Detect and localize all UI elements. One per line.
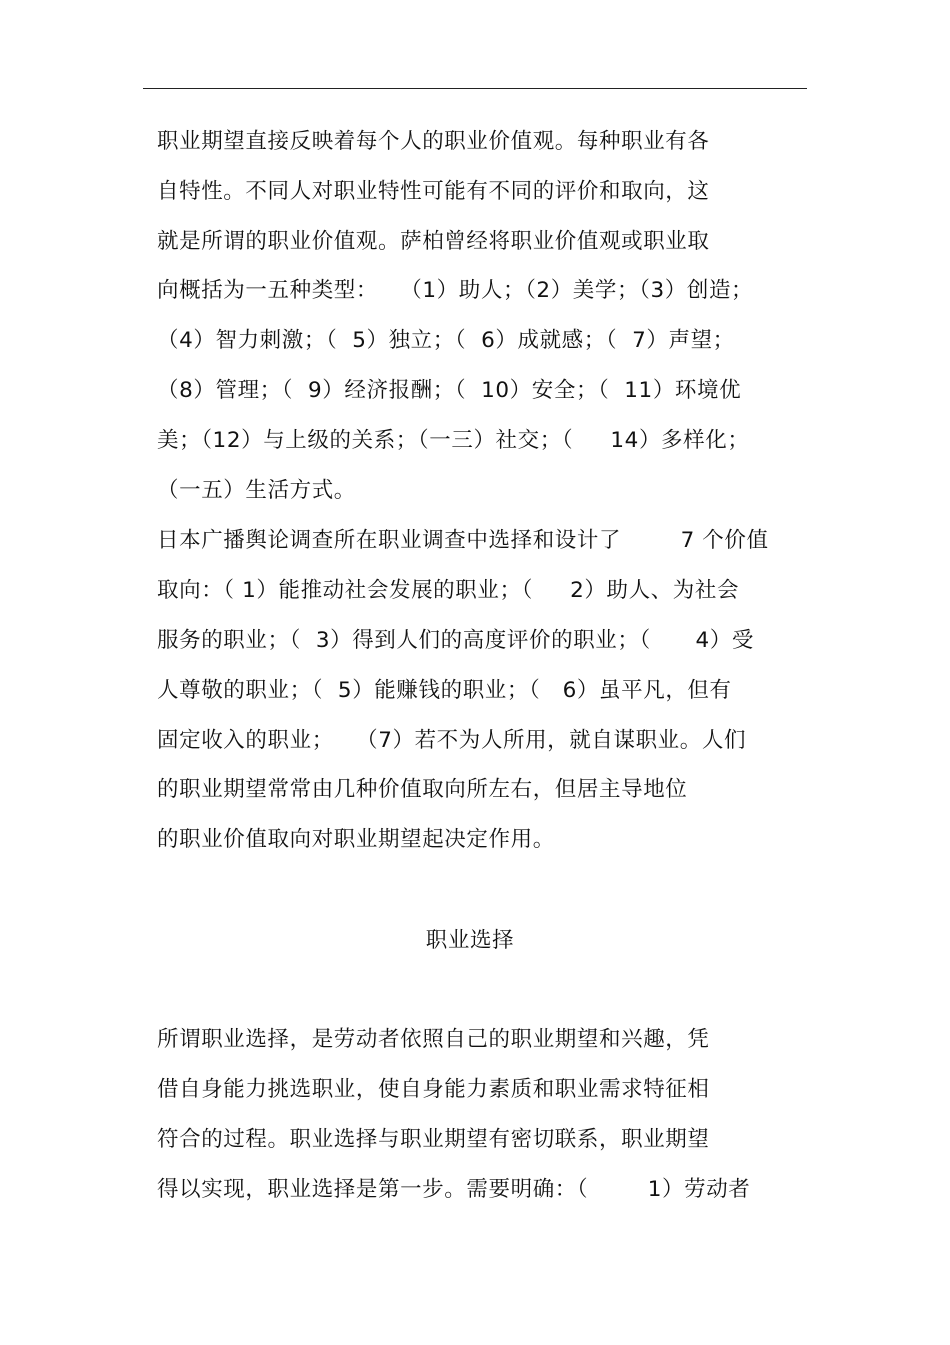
text-line: 固定收入的职业； （7）若不为人所用，就自谋职业。人们 [157, 728, 747, 753]
text-line: （一五）生活方式。 [157, 478, 356, 503]
text-line: 所谓职业选择，是劳动者依照自己的职业期望和兴趣，凭 [157, 1027, 710, 1052]
text-line: 就是所谓的职业价值观。萨柏曾经将职业价值观或职业取 [157, 229, 710, 254]
text-line: 美；（12）与上级的关系；（一三）社交；（ 14）多样化； [157, 428, 750, 453]
text-line: 人尊敬的职业；（ 5）能赚钱的职业；（ 6）虽平凡，但有 [157, 678, 732, 703]
text-line: 自特性。不同人对职业特性可能有不同的评价和取向，这 [157, 179, 710, 204]
text-line: 职业期望直接反映着每个人的职业价值观。每种职业有各 [157, 129, 710, 154]
text-line: 得以实现，职业选择是第一步。需要明确：（ 1）劳动者 [157, 1177, 751, 1202]
text-line: 向概括为一五种类型： （1）助人；（2）美学；（3）创造； [157, 278, 754, 303]
text-line: 的职业价值取向对职业期望起决定作用。 [157, 827, 555, 852]
text-line: 服务的职业；（ 3）得到人们的高度评价的职业；（ 4）受 [157, 628, 754, 653]
text-line: 日本广播舆论调查所在职业调查中选择和设计了 7 个价值 [157, 528, 769, 553]
text-line: 符合的过程。职业选择与职业期望有密切联系，职业期望 [157, 1127, 710, 1152]
text-line: 借自身能力挑选职业，使自身能力素质和职业需求特征相 [157, 1077, 710, 1102]
section-heading: 职业选择 [425, 928, 515, 953]
text-line: 的职业期望常常由几种价值取向所左右，但居主导地位 [157, 777, 688, 802]
text-line: 取向：（ 1）能推动社会发展的职业；（ 2）助人、为社会 [157, 578, 740, 603]
text-line: （8）管理；（ 9）经济报酬；（ 10）安全；（ 11）环境优 [157, 378, 742, 403]
header-rule [143, 88, 807, 89]
text-line: （4）智力刺激；（ 5）独立；（ 6）成就感；（ 7）声望； [157, 328, 735, 353]
